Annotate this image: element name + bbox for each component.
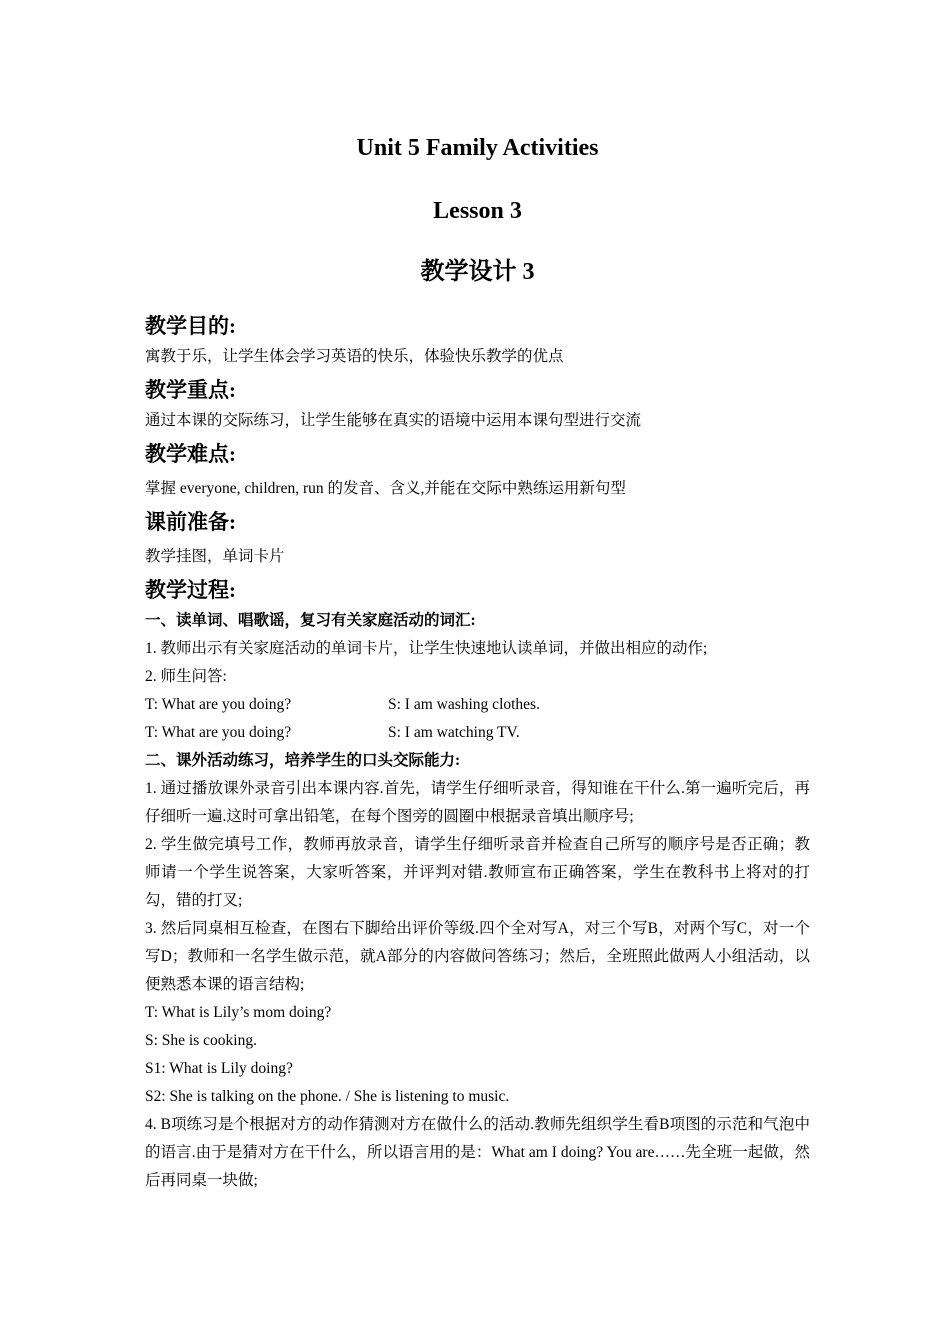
example-line: S: She is cooking.: [145, 1032, 257, 1049]
key-points-heading: 教学重点:: [145, 378, 236, 402]
example-line: S1: What is Lily doing?: [145, 1060, 293, 1077]
lesson-title: Lesson 3: [433, 198, 522, 224]
part2-heading: 二、课外活动练习，培养学生的口头交际能力:: [145, 752, 461, 769]
key-points-section: [145, 373, 810, 435]
objective-section: [145, 309, 810, 371]
example-line: S2: She is talking on the phone. / She is listening to music.: [145, 1088, 510, 1105]
preparation-heading: 课前准备:: [145, 510, 236, 534]
objective-heading: 教学目的:: [145, 314, 236, 338]
process-heading: 教学过程:: [145, 578, 236, 602]
document-content: [145, 128, 810, 1195]
part1-item-1: 1. 教师出示有关家庭活动的单词卡片，让学生快速地认读单词，并做出相应的动作;: [145, 640, 708, 657]
part2-item-2: 2. 学生做完填号工作，教师再放录音，请学生仔细听录音并检查自己所写的顺序号是否正确；教师请一个学生说答案，大家听答案，并评判对错.教师宣布正确答案，学生在教科书上将对的打勾，错的打叉;: [145, 836, 810, 909]
part2-item-4: 4. B项练习是个根据对方的动作猜测对方在做什么的活动.教师先组织学生看B项图的示范和气泡中的语言.由于是猜对方在干什么，所以语言用的是：What am I doing? You are……先全班一起做，然后再同桌一块做;: [145, 1116, 810, 1189]
dialog-student: S: I am washing clothes.: [388, 696, 540, 713]
part1-item-2: 2. 师生问答:: [145, 668, 227, 685]
part1-heading: 一、读单词、唱歌谣，复习有关家庭活动的词汇:: [145, 612, 476, 629]
key-points-text: 通过本课的交际练习，让学生能够在真实的语境中运用本课句型进行交流: [145, 412, 642, 429]
difficulties-section: [145, 437, 810, 503]
difficulties-text: 掌握 everyone, children, run 的发音、含义,并能在交际中熟练运用新句型: [145, 480, 626, 497]
difficulties-heading: 教学难点:: [145, 442, 236, 466]
dialog-teacher: T: What are you doing?: [145, 724, 292, 741]
example-line: T: What is Lily’s mom doing?: [145, 1004, 332, 1021]
process-section: [145, 573, 810, 1195]
objective-text: 寓教于乐，让学生体会学习英语的快乐，体验快乐教学的优点: [145, 348, 564, 365]
unit-title: Unit 5 Family Activities: [356, 135, 599, 161]
part2-item-3: 3. 然后同桌相互检查，在图右下脚给出评价等级.四个全对写A，对三个写B，对两个写C，对一个写D；教师和一名学生做示范，就A部分的内容做问答练习；然后，全班照此做两人小组活动，以便熟悉本课的语言结构;: [145, 920, 810, 993]
preparation-text: 教学挂图，单词卡片: [145, 548, 285, 565]
preparation-section: [145, 505, 810, 571]
dialog-line: [145, 691, 810, 719]
dialog-line: [145, 719, 810, 747]
design-title: 教学设计 3: [420, 259, 535, 285]
dialog-teacher: T: What are you doing?: [145, 696, 292, 713]
part2-item-1: 1. 通过播放课外录音引出本课内容.首先，请学生仔细听录音，得知谁在干什么.第一遍听完后，再仔细听一遍.这时可拿出铅笔，在每个图旁的圆圈中根据录音填出顺序号;: [145, 780, 810, 825]
dialog-student: S: I am watching TV.: [388, 724, 520, 741]
